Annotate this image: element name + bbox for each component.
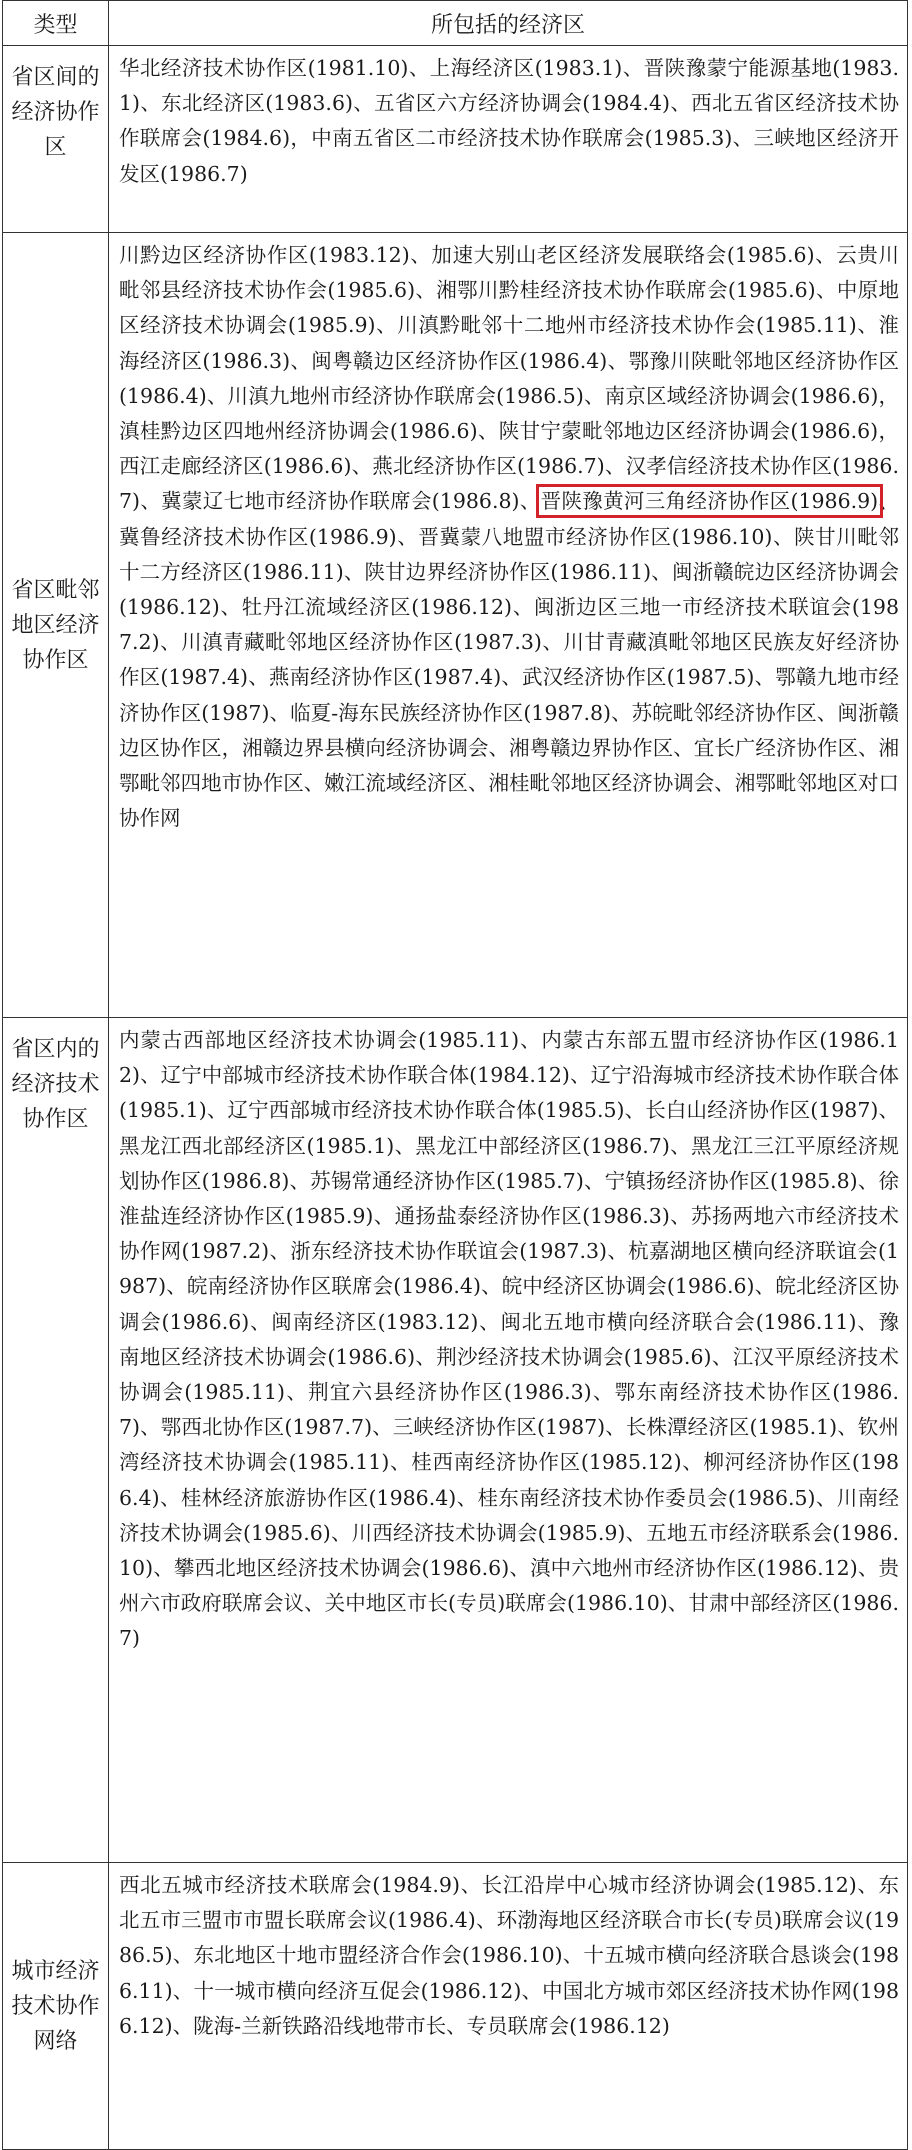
- row-zones-cell: [109, 233, 908, 1018]
- row-zones-cell: [109, 1863, 908, 2150]
- row-type-label: 省区毗邻地区经济协作区: [3, 233, 109, 1018]
- table-row: [3, 1018, 908, 1863]
- highlighted-zone: 晋陕豫黄河三角经济协作区(1986.9): [540, 489, 879, 514]
- table-row: [3, 1863, 908, 2150]
- economic-zones-table: [2, 0, 908, 2150]
- row-zones-cell: [109, 1018, 908, 1863]
- row-zones-cell: [109, 46, 908, 233]
- row-type-label: 省区内的经济技术协作区: [3, 1018, 109, 1863]
- header-type: 类型: [3, 1, 109, 46]
- row-type-label: 城市经济技术协作网络: [3, 1863, 109, 2150]
- zones-text: 内蒙古西部地区经济技术协调会(1985.11)、内蒙古东部五盟市经济协作区(1986.12)、辽宁中部城市经济技术协作联合体(1984.12)、辽宁沿海城市经济技术协作联合体(1985.1)、辽宁西部城市经济技术协作联合体(1985.5)、长白山经济协作区(1987)、黑龙江西北部经济区(1985.1)、黑龙江中部经济区(1986.7)、黑龙江三江平原经济规划协作区(1986.8)、苏锡常通经济协作区(1985.7)、宁镇扬经济协作区(1985.8)、徐淮盐连经济协作区(1985.9)、通扬盐泰经济协作区(1986.3)、苏扬两地六市经济技术协作网(1987.2)、浙东经济技术协作联谊会(1987.3)、杭嘉湖地区横向经济联谊会(1987)、皖南经济协作区联席会(1986.4)、皖中经济区协调会(1986.6)、皖北经济区协调会(1986.6)、闽南经济区(1983.12)、闽北五地市横向经济联合会(1986.11)、豫南地区经济技术协调会(1986.6)、荆沙经济技术协调会(1985.6)、江汉平原经济技术协调会(1985.11)、荆宜六县经济协作区(1986.3)、鄂东南经济技术协作区(1986.7)、鄂西北协作区(1987.7)、三峡经济协作区(1987)、长株潭经济区(1985.1)、钦州湾经济技术协调会(1985.11)、桂西南经济协作区(1985.12)、柳河经济协作区(1986.4)、桂林经济旅游协作区(1986.4)、桂东南经济技术协作委员会(1986.5)、川南经济技术协调会(1985.6)、川西经济技术协调会(1985.9)、五地五市经济联系会(1986.10)、攀西北地区经济技术协调会(1986.6)、滇中六地州市经济协作区(1986.12)、贵州六市政府联席会议、关中地区市长(专员)联席会(1986.10)、甘肃中部经济区(1986.7): [119, 1028, 899, 1651]
- table-row: [3, 46, 908, 233]
- zones-text: 川黔边区经济协作区(1983.12)、加速大别山老区经济发展联络会(1985.6)、云贵川毗邻县经济技术协作会(1985.6)、湘鄂川黔桂经济技术协作联席会(1985.6)、中原地区经济技术协调会(1985.9)、川滇黔毗邻十二地州市经济技术协作会(1985.11)、淮海经济区(1986.3)、闽粤赣边区经济协作区(1986.4)、鄂豫川陕毗邻地区经济协作区(1986.4)、川滇九地州市经济协作联席会(1986.5)、南京区域经济协调会(1986.6)，滇桂黔边区四地州经济协调会(1986.6)、陕甘宁蒙毗邻地边区经济协调会(1986.6)，西江走廊经济区(1986.6)、燕北经济协作区(1986.7)、汉孝信经济技术协作区(1986.7)、冀蒙辽七地市经济协作联席会(1986.8)、: [119, 243, 899, 514]
- table-header-row: [3, 1, 908, 46]
- row-type-label: 省区间的经济协作区: [3, 46, 109, 233]
- zones-text: 华北经济技术协作区(1981.10)、上海经济区(1983.1)、晋陕豫蒙宁能源基地(1983.1)、东北经济区(1983.6)、五省区六方经济协调会(1984.4)、西北五省区经济技术协作联席会(1984.6)，中南五省区二市经济技术协作联席会(1985.3)、三峡地区经济开发区(1986.7): [119, 56, 899, 186]
- zones-text: 、冀鲁经济技术协作区(1986.9)、晋冀蒙八地盟市经济协作区(1986.10)、陕甘川毗邻十二方经济区(1986.11)、陕甘边界经济协作区(1986.11)、闽浙赣皖边区经济协调会(1986.12)、牡丹江流域经济区(1986.12)、闽浙边区三地一市经济技术联谊会(1987.2)、川滇青藏毗邻地区经济协作区(1987.3)、川甘青藏滇毗邻地区民族友好经济协作区(1987.4)、燕南经济协作区(1987.4)、武汉经济协作区(1987.5)、鄂赣九地市经济协作区(1987)、临夏-海东民族经济协作区(1987.8)、苏皖毗邻经济协作区、闽浙赣边区协作区，湘赣边界县横向经济协调会、湘粤赣边界协作区、宜长广经济协作区、湘鄂毗邻四地市协作区、嫩江流域经济区、湘桂毗邻地区经济协调会、湘鄂毗邻地区对口协作网: [119, 489, 900, 831]
- header-zones: 所包括的经济区: [109, 1, 908, 46]
- zones-text: 西北五城市经济技术联席会(1984.9)、长江沿岸中心城市经济协调会(1985.12)、东北五市三盟市市盟长联席会议(1986.4)、环渤海地区经济联合市长(专员)联席会议(1986.5)、东北地区十地市盟经济合作会(1986.10)、十五城市横向经济联合恳谈会(1986.11)、十一城市横向经济互促会(1986.12)、中国北方城市郊区经济技术协作网(1986.12)、陇海-兰新铁路沿线地带市长、专员联席会(1986.12): [119, 1873, 899, 2038]
- table-row: [3, 233, 908, 1018]
